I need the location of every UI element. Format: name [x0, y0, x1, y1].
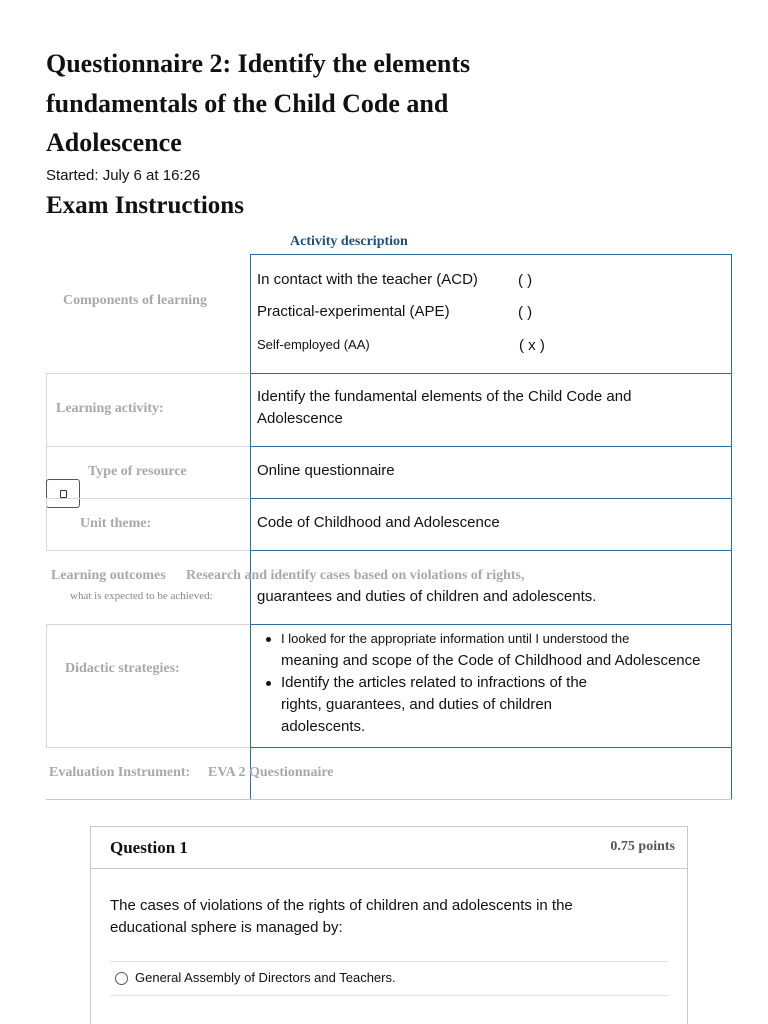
list-item [262, 628, 722, 672]
learning-activity-label: Learning activity: [56, 401, 164, 416]
component-item-acd: In contact with the teacher (ACD) [257, 271, 478, 288]
didactic-strategies-label-cell [46, 624, 251, 748]
component-mark-aa: ( x ) [519, 337, 545, 354]
list-item [262, 672, 722, 738]
bullet-1-first: I looked for the appropriate information until I understood the [281, 631, 630, 646]
learning-activity-value: Identify the fundamental elements of the Child Code and Adolescence [257, 388, 632, 427]
type-of-resource-value: Online questionnaire [257, 462, 395, 479]
bullet-1-rest: meaning and scope of the Code of Childhood and Adolescence [281, 652, 701, 669]
component-mark-ape: ( ) [518, 304, 533, 321]
question-card [90, 826, 688, 1024]
component-item-ape: Practical-experimental (APE) [257, 303, 450, 320]
started-timestamp: Started: July 6 at 16:26 [46, 167, 201, 184]
learning-outcomes-line2: guarantees and duties of children and adolescents. [257, 588, 597, 605]
divider [46, 799, 732, 800]
page-title: Questionnaire 2: Identify the elements fundamentals of the Child Code and Adolescence [46, 49, 471, 157]
question-header [91, 827, 687, 869]
learning-outcomes-line1: Research and identify cases based on violations of rights, [186, 568, 525, 583]
learning-outcomes-sublabel: what is expected to be achieved: [70, 590, 213, 602]
bullet-2-rest: rights, guarantees, and duties of children adolescents. [281, 696, 553, 735]
evaluation-instrument-label: Evaluation Instrument: [49, 765, 191, 780]
component-mark-acd: ( ) [518, 272, 533, 289]
bullet-2-first: Identify the articles related to infractions of the [281, 674, 587, 691]
didactic-strategies-label: Didactic strategies: [65, 661, 180, 676]
component-item-aa: Self-employed (AA) [257, 337, 370, 352]
question-text: The cases of violations of the rights of children and adolescents in the educational sphere is managed by: [110, 897, 573, 936]
instructions-heading: Exam Instructions [46, 192, 244, 219]
type-of-resource-label: Type of resource [88, 464, 187, 479]
unit-theme-label: Unit theme: [80, 516, 152, 531]
learning-outcomes-label: Learning outcomes [51, 568, 166, 583]
didactic-strategies-list [262, 628, 722, 738]
divider [110, 961, 668, 962]
answer-label-1: General Assembly of Directors and Teachers. [135, 969, 396, 985]
question-title: Question 1 [110, 838, 188, 857]
answer-option-1[interactable] [115, 969, 396, 985]
activity-description-label: Activity description [290, 234, 408, 249]
question-points: 0.75 points [610, 839, 675, 854]
unit-theme-value: Code of Childhood and Adolescence [257, 514, 500, 531]
answer-radio-1[interactable] [115, 972, 128, 985]
components-label: Components of learning [63, 293, 207, 308]
evaluation-instrument-value: EVA 2 Questionnaire [208, 765, 334, 780]
divider [110, 995, 668, 996]
